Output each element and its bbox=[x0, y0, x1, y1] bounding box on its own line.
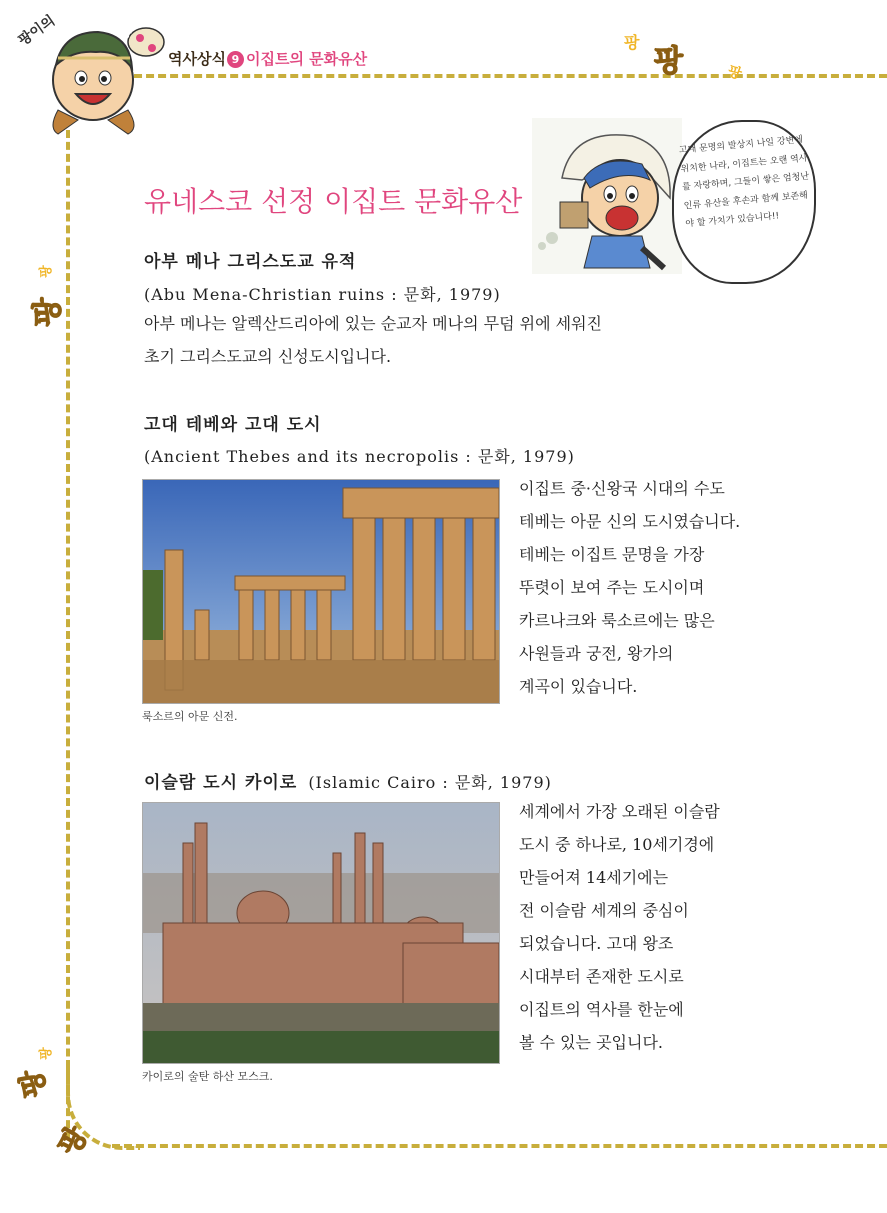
series-label: 역사상식 bbox=[168, 50, 226, 68]
site-2-title: 고대 테베와 고대 도시 bbox=[144, 415, 322, 435]
deco-big-left-1: 팡 bbox=[30, 297, 66, 327]
description-line: 만들어져 14세기에는 bbox=[519, 868, 669, 887]
header-badge: 팡팡 bbox=[113, 27, 132, 41]
cairo-mosque-photo bbox=[142, 802, 500, 1064]
description-line: 아부 메나는 알렉산드리아에 있는 순교자 메나의 무덤 위에 세워진 bbox=[144, 314, 603, 333]
luxor-temple-photo bbox=[142, 479, 500, 704]
site-2-english: (Ancient Thebes and its necropolis : 문화, 1979) bbox=[144, 447, 575, 466]
description-line: 테베는 아문 신의 도시였습니다. bbox=[519, 512, 741, 531]
description-line: 이집트 중·신왕국 시대의 수도 bbox=[519, 479, 725, 498]
site-1-english: (Abu Mena-Christian ruins : 문화, 1979) bbox=[144, 285, 501, 304]
deco-big-top: 팡 bbox=[654, 44, 683, 79]
left-dashed-border bbox=[66, 130, 70, 1140]
description-line: 되었습니다. 고대 왕조 bbox=[519, 934, 674, 953]
bottom-dashed-border bbox=[112, 1144, 887, 1148]
site-3-english: (Islamic Cairo : 문화, 1979) bbox=[308, 773, 552, 792]
deco-big-corner: 팡 bbox=[51, 1120, 94, 1161]
deco-small-left-2: 팡 bbox=[38, 1047, 54, 1060]
description-line: 세계에서 가장 오래된 이슬람 bbox=[519, 802, 720, 821]
top-dashed-border bbox=[110, 74, 887, 78]
deco-small-left-1: 팡 bbox=[38, 265, 54, 278]
description-line: 테베는 이집트 문명을 가장 bbox=[519, 545, 705, 564]
description-line: 초기 그리스도교의 신성도시입니다. bbox=[144, 347, 392, 366]
deco-small-top-2: 팡 bbox=[725, 63, 744, 83]
site-3-heading bbox=[144, 768, 552, 793]
deco-small-top-1: 팡 bbox=[624, 33, 640, 52]
issue-number: 9 bbox=[227, 51, 244, 68]
description-line: 전 이슬람 세계의 중심이 bbox=[519, 901, 689, 920]
speech-bubble-text: 고대 문명의 발상지 나일 강변에 위치한 나라, 이집트는 오랜 역사를 자랑하며, 그들이 쌓은 엄청난 인류 유산을 후손과 함께 보존해야 할 가치가 있습니다!! bbox=[678, 134, 810, 230]
section-title: 유네스코 선정 이집트 문화유산 bbox=[144, 185, 523, 218]
site-3-description bbox=[519, 795, 720, 1059]
description-line: 도시 중 하나로, 10세기경에 bbox=[519, 835, 715, 854]
deco-big-left-2: 팡 bbox=[14, 1067, 52, 1100]
site-2-description bbox=[519, 472, 740, 703]
description-line: 뚜렷이 보여 주는 도시이며 bbox=[519, 578, 705, 597]
description-line: 볼 수 있는 곳입니다. bbox=[519, 1033, 663, 1052]
mascot-label: 팡이의 bbox=[15, 12, 59, 50]
description-line: 사원들과 궁전, 왕가의 bbox=[519, 644, 674, 663]
luxor-photo-caption: 룩소르의 아문 신전. bbox=[142, 710, 238, 723]
site-3-title: 이슬람 도시 카이로 bbox=[144, 773, 298, 793]
description-line: 시대부터 존재한 도시로 bbox=[519, 967, 684, 986]
cairo-photo-caption: 카이로의 술탄 하산 모스크. bbox=[142, 1070, 273, 1083]
header-subtitle: 이집트의 문화유산 bbox=[245, 50, 368, 68]
description-line: 계곡이 있습니다. bbox=[519, 677, 638, 696]
character-illustration bbox=[532, 118, 682, 274]
site-1-description bbox=[144, 307, 602, 373]
description-line: 이집트의 역사를 한눈에 bbox=[519, 1000, 684, 1019]
site-1-title: 아부 메나 그리스도교 유적 bbox=[144, 252, 357, 272]
header-title bbox=[168, 48, 367, 69]
description-line: 카르나크와 룩소르에는 많은 bbox=[519, 611, 715, 630]
